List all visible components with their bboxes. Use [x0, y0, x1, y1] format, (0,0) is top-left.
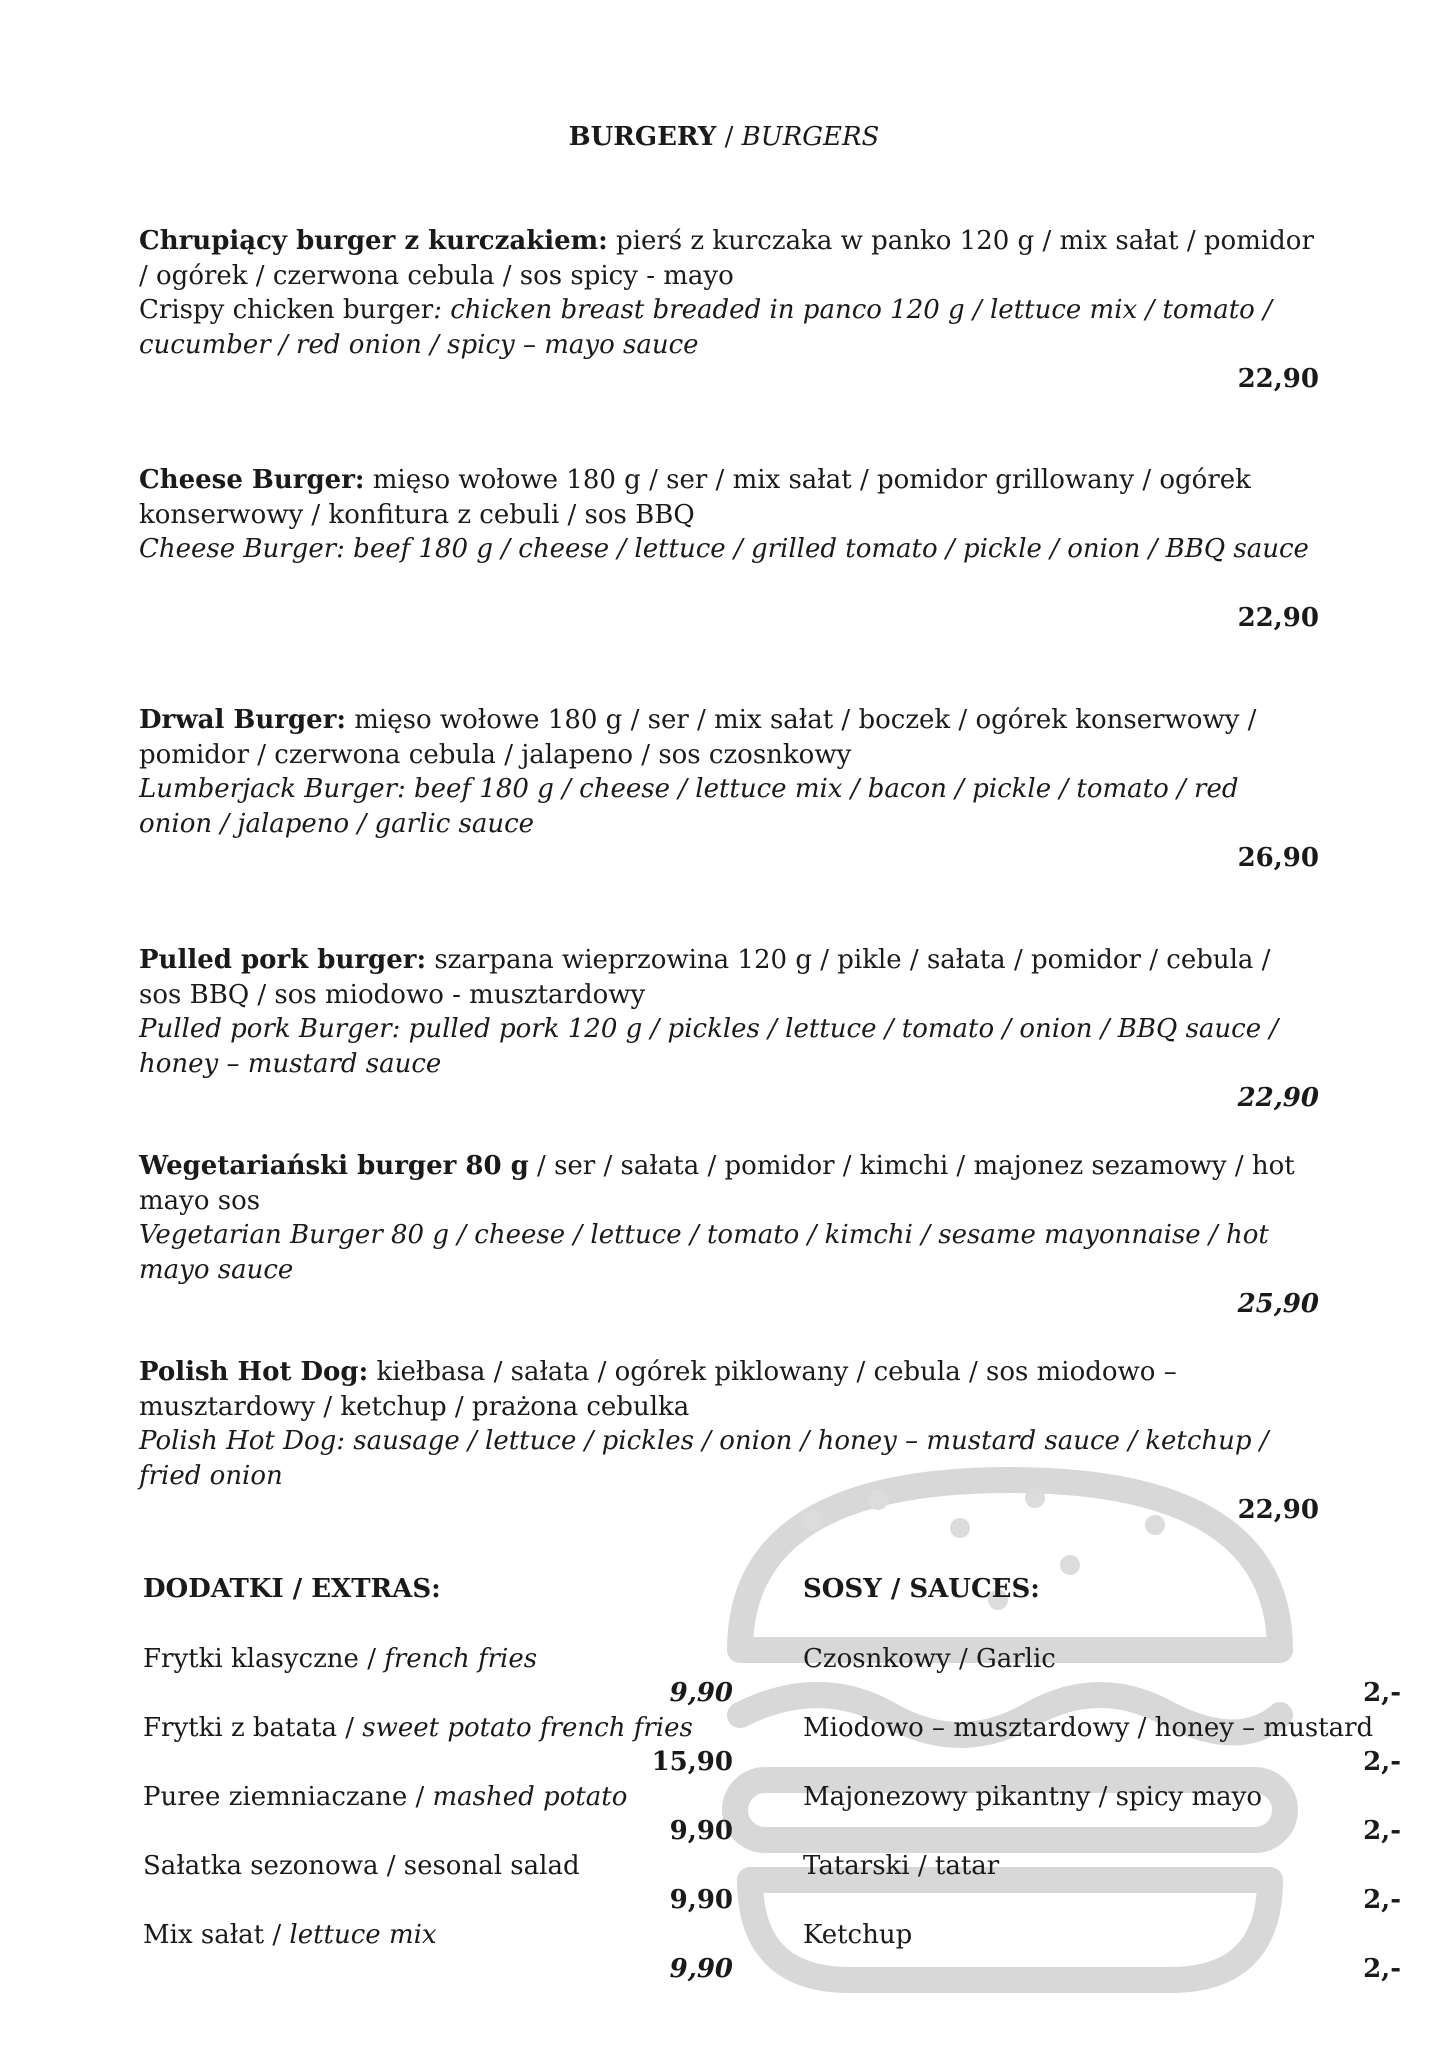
item-name: Chrupiący burger z kurczakiem: — [139, 226, 608, 256]
item-description-en: Vegetarian Burger 80 g / cheese / lettuce / tomato / kimchi / sesame mayonnaise / hot mayo sauce — [139, 1220, 1269, 1285]
item-description-pl: Pulled pork burger: szarpana wieprzowina 120 g / pikle / sałata / pomidor / cebula / sos BBQ / sos miodowo - musztardowy — [139, 945, 1271, 1010]
item-price: 25,90 — [1237, 1289, 1319, 1319]
sauce-price: 2,- — [1363, 1816, 1401, 1846]
item-description-en: Crispy chicken burger: chicken breast breaded in panco 120 g / lettuce mix / tomato / cucumber / red onion / spicy – mayo sauce — [139, 295, 1272, 360]
item-description-en: Pulled pork Burger: pulled pork 120 g / pickles / lettuce / tomato / onion / BBQ sauce / honey – mustard sauce — [139, 1014, 1279, 1079]
sauce-price: 2,- — [1363, 1678, 1401, 1708]
item-name: Wegetariański burger 80 g — [139, 1151, 529, 1181]
sauce-price: 2,- — [1363, 1885, 1401, 1915]
list-item: Tatarski / tatar — [803, 1851, 1000, 1881]
list-item: Ketchup — [803, 1920, 913, 1950]
menu-item-drwal-burger — [139, 703, 1319, 873]
item-price: 22,90 — [1237, 603, 1319, 633]
list-item: Miodowo – musztardowy / honey – mustard — [803, 1713, 1374, 1743]
extra-price: 9,90 — [669, 1678, 733, 1708]
list-item: Majonezowy pikantny / spicy mayo — [803, 1782, 1262, 1812]
item-description-en: Cheese Burger: beef 180 g / cheese / lettuce / grilled tomato / pickle / onion / BBQ sauce — [139, 534, 1309, 564]
extra-price: 15,90 — [651, 1747, 733, 1777]
item-name: Polish Hot Dog: — [139, 1357, 369, 1387]
sauces-header: SOSY / SAUCES: — [803, 1574, 1040, 1604]
extra-price: 9,90 — [669, 1885, 733, 1915]
item-description-pl: Cheese Burger: mięso wołowe 180 g / ser / mix sałat / pomidor grillowany / ogórek konserwowy / konfitura z cebuli / sos BBQ — [139, 465, 1251, 530]
list-item: Czosnkowy / Garlic — [803, 1644, 1056, 1674]
item-name: Pulled pork burger: — [139, 945, 427, 975]
menu-item-cheese-burger — [139, 463, 1319, 633]
item-price: 22,90 — [1237, 364, 1319, 394]
menu-item-polish-hot-dog — [139, 1355, 1319, 1525]
list-item: Mix sałat / lettuce mix — [143, 1920, 437, 1950]
menu-item-pulled-pork-burger — [139, 943, 1319, 1113]
extras-header: DODATKI / EXTRAS: — [143, 1574, 441, 1604]
item-description-pl: Polish Hot Dog: kiełbasa / sałata / ogórek piklowany / cebula / sos miodowo – musztardowy / ketchup / prażona cebulka — [139, 1357, 1177, 1422]
list-item: Sałatka sezonowa / sesonal salad — [143, 1851, 580, 1881]
menu-item-crispy-chicken — [139, 224, 1319, 394]
list-item: Frytki klasyczne / french fries — [143, 1644, 538, 1674]
sauce-price: 2,- — [1363, 1747, 1401, 1777]
extras-section — [143, 1574, 733, 1994]
item-description-pl: Wegetariański burger 80 g / ser / sałata / pomidor / kimchi / majonez sezamowy / hot mayo sos — [139, 1151, 1295, 1216]
item-name: Cheese Burger: — [139, 465, 365, 495]
extra-price: 9,90 — [669, 1816, 733, 1846]
menu-item-vegetarian-burger — [139, 1149, 1319, 1319]
page-title: BURGERY / BURGERS — [568, 122, 880, 152]
item-price: 22,90 — [1237, 1495, 1319, 1525]
sauce-price: 2,- — [1363, 1954, 1401, 1984]
extra-price: 9,90 — [669, 1954, 733, 1984]
sauces-section — [803, 1574, 1401, 1994]
item-name: Drwal Burger: — [139, 705, 346, 735]
item-name-en: Crispy chicken burger — [139, 295, 434, 325]
item-description-en: Lumberjack Burger: beef 180 g / cheese / lettuce mix / bacon / pickle / tomato / red onion / jalapeno / garlic sauce — [139, 774, 1239, 839]
list-item: Frytki z batata / sweet potato french fries — [143, 1713, 693, 1743]
item-price: 22,90 — [1237, 1083, 1319, 1113]
item-description-pl: Chrupiący burger z kurczakiem: pierś z kurczaka w panko 120 g / mix sałat / pomidor / ogórek / czerwona cebula / sos spicy - mayo — [139, 226, 1314, 291]
item-price: 26,90 — [1237, 843, 1319, 873]
list-item: Puree ziemniaczane / mashed potato — [143, 1782, 628, 1812]
item-description-pl: Drwal Burger: mięso wołowe 180 g / ser / mix sałat / boczek / ogórek konserwowy / pomidor / czerwona cebula / jalapeno / sos czosnkowy — [139, 705, 1257, 770]
item-description-en: Polish Hot Dog: sausage / lettuce / pickles / onion / honey – mustard sauce / ketchup / fried onion — [139, 1426, 1269, 1491]
